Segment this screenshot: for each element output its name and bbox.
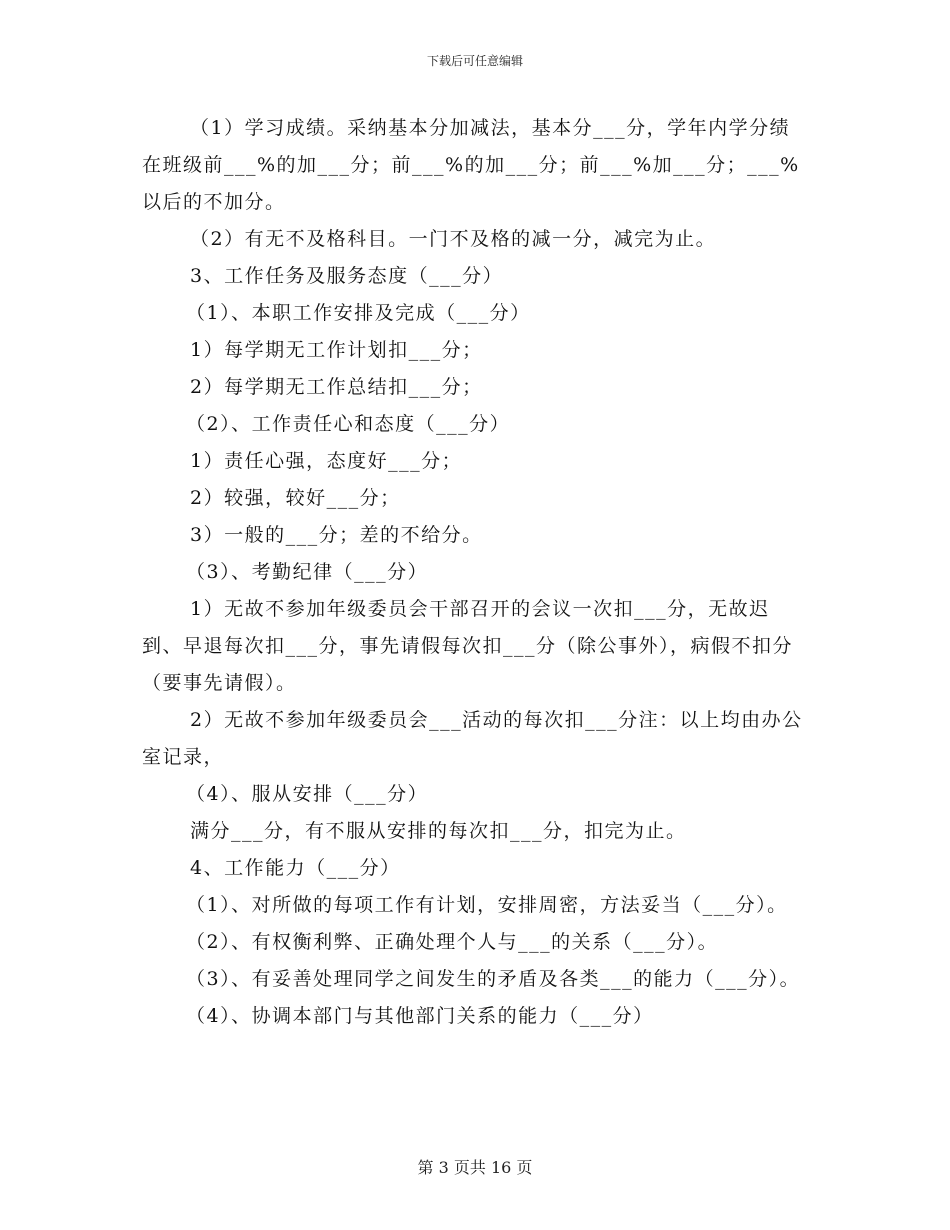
subsection-obey-arrangement: （4）、服从安排（___分） <box>186 783 429 805</box>
list-item: 1）无故不参加年级委员会干部召开的会议一次扣___分，无故迟到、早退每次扣___分，事先请假每次扣___分（除公事外），病假不扣分（要事先请假）。 <box>142 598 794 694</box>
list-item: 2）较强，较好___分； <box>190 487 401 509</box>
list-item: 1）每学期无工作计划扣___分； <box>190 339 483 361</box>
page-number: 第 3 页共 16 页 <box>417 1158 533 1177</box>
page-header: 下载后可任意编辑 <box>426 54 523 68</box>
subsection-attendance: （3）、考勤纪律（___分） <box>186 561 429 583</box>
subsection-responsibility: （2）、工作责任心和态度（___分） <box>186 413 511 435</box>
list-item: 1）责任心强，态度好___分； <box>190 450 463 472</box>
subsection-coordination: （4）、协调本部门与其他部门关系的能力（___分） <box>186 1005 654 1027</box>
paragraph-full-score: 满分___分，有不服从安排的每次扣___分，扣完为止。 <box>190 820 687 842</box>
list-item: 2）无故不参加年级委员会___活动的每次扣___分注：以上均由办公室记录， <box>142 709 803 768</box>
subsection-job-arrangement: （1）、本职工作安排及完成（___分） <box>186 302 531 324</box>
section-heading-work-ability: 4、工作能力（___分） <box>190 857 401 879</box>
subsection-weighing: （2）、有权衡利弊、正确处理个人与___的关系（___分）。 <box>186 931 719 953</box>
subsection-conflict-handling: （3）、有妥善处理同学之间发生的矛盾及各类___的能力（___分）。 <box>186 968 801 990</box>
paragraph-academic-score: （1）学习成绩。采纳基本分加减法，基本分___分，学年内学分绩在班级前___%的加___分；前___%的加___分；前___%加___分；___%以后的不加分。 <box>142 117 800 213</box>
list-item: 3）一般的___分；差的不给分。 <box>190 524 483 546</box>
section-heading-work-tasks: 3、工作任务及服务态度（___分） <box>190 265 504 287</box>
paragraph-failed-courses: （2）有无不及格科目。一门不及格的减一分，减完为止。 <box>190 228 717 250</box>
list-item: 2）每学期无工作总结扣___分； <box>190 376 483 398</box>
document-body <box>142 110 810 1035</box>
subsection-planning: （1）、对所做的每项工作有计划，安排周密，方法妥当（___分）。 <box>186 894 788 916</box>
